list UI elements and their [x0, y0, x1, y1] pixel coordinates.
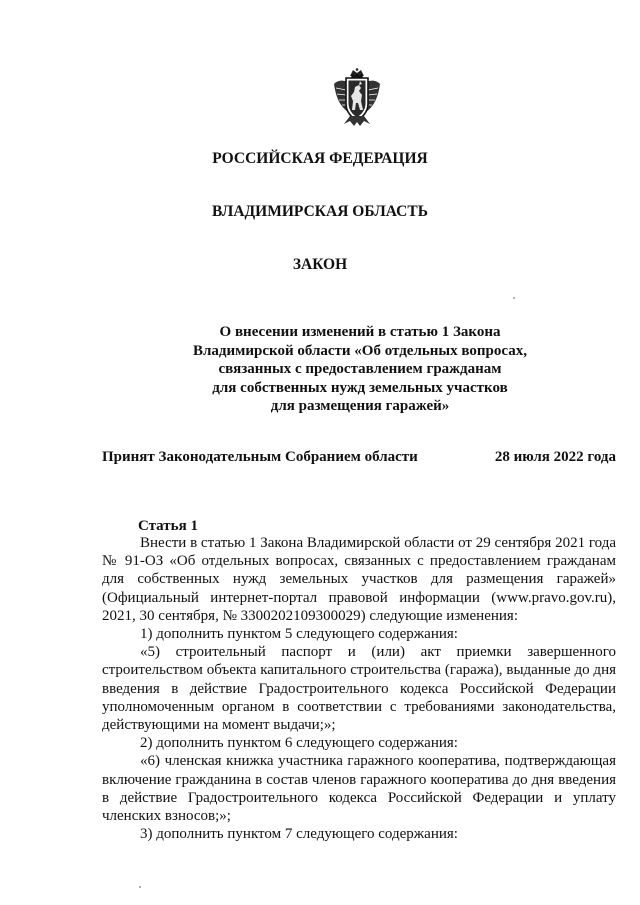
article-paragraph: Внести в статью 1 Закона Владимирской области от 29 сентября 2021 года № 91-ОЗ «Об отдельных вопросах, связанных с предоставлением гражданам для собственных нужд земельных участков для размещения гаражей» (Официальный интернет-портал правовой информации (www.pravo.gov.ru), 2021, 30 сентября, № 3300202109300029) следующие изменения:: [102, 535, 616, 624]
law-title-line: Владимирской области «Об отдельных вопросах,: [193, 342, 527, 359]
adopted-by: Принят Законодательным Собранием области: [102, 449, 418, 465]
document-type-heading: ЗАКОН: [292, 256, 348, 273]
article-paragraph: «5) строительный паспорт и (или) акт приемки завершенного строительством объекта капитального строительства (гаража), выданные до дня введения в действие Градостроительного кодекса Российской Федерации уполномоченным органом в соответствии с требованиями законодательства, действующими на момент выдачи;»;: [102, 644, 616, 734]
article-body: [102, 534, 616, 843]
law-title-line: для размещения гаражей»: [270, 398, 450, 414]
article-paragraph: 3) дополнить пунктом 7 следующего содержания:: [140, 826, 458, 843]
law-title-line: для собственных нужд земельных участков: [212, 379, 508, 396]
law-title-line: О внесении изменений в статью 1 Закона: [219, 324, 501, 340]
scan-speck: [139, 886, 141, 888]
country-heading: РОССИЙСКАЯ ФЕДЕРАЦИЯ: [212, 150, 428, 167]
law-title: [140, 323, 580, 416]
adoption-line: [102, 449, 616, 466]
article-paragraph: 2) дополнить пунктом 6 следующего содержания:: [140, 735, 458, 752]
coat-of-arms-icon: [330, 68, 384, 130]
law-title-line: связанных с предоставлением гражданам: [218, 361, 502, 377]
adoption-date: 28 июля 2022 года: [494, 449, 616, 465]
region-heading: ВЛАДИМИРСКАЯ ОБЛАСТЬ: [212, 203, 428, 220]
scan-speck: [513, 297, 515, 299]
article-paragraph: «6) членская книжка участника гаражного кооператива, подтверждающая включение гражданина в состав членов гаражного кооператива до дня введения в действие Градостроительного кодекса Российской Федерации и уплату членских взносов;»;: [102, 753, 616, 825]
article-heading: Статья 1: [138, 518, 198, 534]
article-paragraph: 1) дополнить пунктом 5 следующего содержания:: [140, 626, 458, 643]
